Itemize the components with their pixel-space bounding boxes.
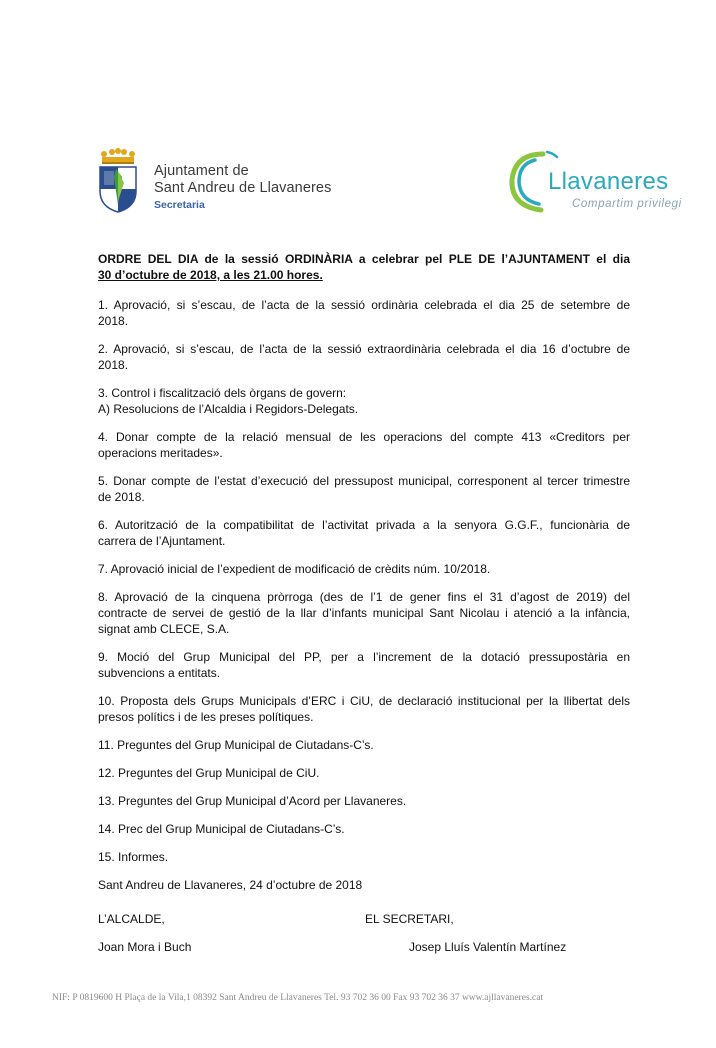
agenda-item-line: 11. Preguntes del Grup Municipal de Ciutadans-C’s. [98, 738, 374, 752]
secretary-role: EL SECRETARI, [365, 912, 454, 926]
place-and-date: Sant Andreu de Llavaneres, 24 d’octubre de 2018 [98, 878, 363, 892]
agenda-item [98, 649, 630, 681]
agenda-item-line: contracte de servei de gestió de la llar d’infants municipal Sant Nicolau i atenció a la infància, [98, 606, 630, 620]
agenda-item-line: 15. Informes. [98, 850, 169, 864]
footer-contact: NIF: P 0819600 H Plaça de la Vila,1 08392 Sant Andreu de Llavaneres Tel. 93 702 36 00 Fax 93 702 36 37 www.ajllavaneres.cat [52, 993, 544, 1003]
agenda-item [98, 589, 630, 637]
agenda-title: ORDRE DEL DIA de la sessió ORDINÀRIA a celebrar pel PLE DE l’AJUNTAMENT el dia [98, 252, 630, 266]
agenda-item [98, 517, 630, 549]
municipal-logo [96, 147, 336, 217]
agenda-item [98, 821, 630, 837]
agenda-item-line: 6. Autorització de la compatibilitat de l’activitat privada a la senyora G.G.F., funcionària de [98, 518, 630, 532]
agenda-item-line: subvencions a entitats. [98, 666, 221, 680]
department-label: Secretaria [154, 199, 205, 211]
org-name-line1: Ajuntament de [154, 163, 249, 179]
agenda-item [98, 341, 630, 373]
agenda-item [98, 765, 630, 781]
agenda-item-line: 5. Donar compte de l’estat d’execució del pressupost municipal, corresponent al tercer trimestre [98, 474, 630, 488]
agenda-item-line: signat amb CLECE, S.A. [98, 622, 230, 636]
municipal-crest-icon [96, 147, 140, 213]
agenda-item-line: 9. Moció del Grup Municipal del PP, per a l’increment de la dotació pressupostària en [98, 650, 630, 664]
agenda-item-line: 2. Aprovació, si s’escau, de l’acta de la sessió extraordinària celebrada el dia 16 d’octubre de [98, 342, 630, 356]
agenda-item [98, 561, 630, 577]
agenda-item-line: 8. Aprovació de la cinquena pròrroga (des de l’1 de gener fins el 31 d’agost de 2019) del [98, 590, 630, 604]
agenda-item [98, 793, 630, 809]
agenda-item-line: carrera de l’Ajuntament. [98, 534, 226, 548]
secretary-name: Josep Lluís Valentín Martínez [409, 940, 567, 954]
mayor-role: L’ALCALDE, [98, 912, 165, 926]
agenda-item-line: 14. Prec del Grup Municipal de Ciutadans-C’s. [98, 822, 345, 836]
agenda-item [98, 693, 630, 725]
agenda-item-line: de 2018. [98, 490, 145, 504]
agenda-item-line: 1. Aprovació, si s’escau, de l’acta de la sessió ordinària celebrada el dia 25 de setembre de [98, 298, 630, 312]
agenda-item-line: 2018. [98, 314, 129, 328]
agenda-item-line: 2018. [98, 358, 129, 372]
agenda-item [98, 297, 630, 329]
agenda-item-line: 4. Donar compte de la relació mensual de les operacions del compte 413 «Creditors per [98, 430, 630, 444]
brand-tagline: Compartim privilegi [572, 198, 682, 210]
agenda-item-line: A) Resolucions de l’Alcaldia i Regidors-Delegats. [98, 402, 359, 416]
agenda-item-line: 12. Preguntes del Grup Municipal de CiU. [98, 766, 320, 780]
agenda-item [98, 385, 630, 417]
agenda-item-line: 7. Aprovació inicial de l’expedient de modificació de crèdits núm. 10/2018. [98, 562, 491, 576]
agenda-item-line: presos polítics i de les preses polítiques. [98, 710, 314, 724]
agenda-item [98, 849, 630, 865]
brand-name: Llavaneres [548, 168, 669, 195]
agenda-item-line: 13. Preguntes del Grup Municipal d’Acord per Llavaneres. [98, 794, 407, 808]
agenda-item [98, 429, 630, 461]
agenda-item [98, 737, 630, 753]
agenda-item-line: 3. Control i fiscalització dels òrgans de govern: [98, 386, 347, 400]
brand-logo [505, 148, 685, 218]
agenda-date: 30 d’octubre de 2018, a les 21.00 hores. [98, 268, 323, 282]
agenda-content [98, 251, 630, 877]
org-name-line2: Sant Andreu de Llavaneres [154, 180, 332, 196]
agenda-item-line: 10. Proposta dels Grups Municipals d’ERC i CiU, de declaració institucional per la llibertat dels [98, 694, 630, 708]
mayor-name: Joan Mora i Buch [98, 940, 192, 954]
agenda-item [98, 473, 630, 505]
agenda-item-line: operacions meritades». [98, 446, 223, 460]
organization-name [154, 163, 331, 197]
